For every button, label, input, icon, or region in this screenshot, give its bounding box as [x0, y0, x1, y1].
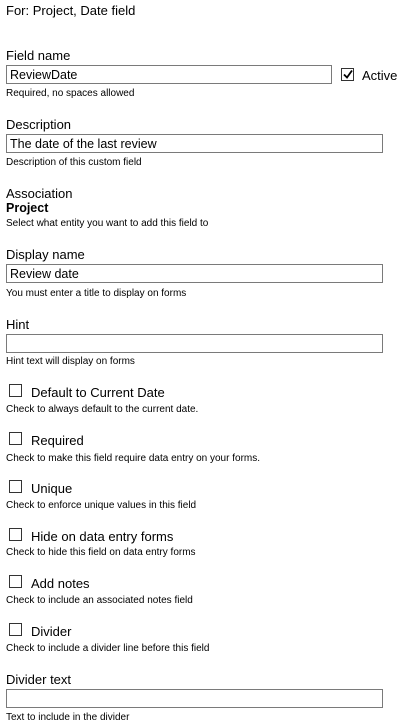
- field-name-help: Required, no spaces allowed: [6, 88, 135, 99]
- active-checkbox[interactable]: [341, 68, 354, 81]
- field-name-input[interactable]: [6, 65, 332, 84]
- required-checkbox[interactable]: [9, 432, 22, 445]
- divider-checkbox[interactable]: [9, 623, 22, 636]
- divider-text-input[interactable]: [6, 689, 383, 708]
- hint-help: Hint text will display on forms: [6, 356, 135, 367]
- divider-label: Divider: [31, 624, 72, 639]
- divider-help: Check to include a divider line before this field: [6, 643, 210, 654]
- add-notes-help: Check to include an associated notes field: [6, 595, 193, 606]
- add-notes-checkbox[interactable]: [9, 575, 22, 588]
- unique-label: Unique: [31, 481, 73, 496]
- hide-on-forms-label: Hide on data entry forms: [31, 529, 174, 544]
- description-help: Description of this custom field: [6, 157, 142, 168]
- association-label: Association: [6, 186, 73, 201]
- divider-text-label: Divider text: [6, 672, 72, 687]
- required-label: Required: [31, 433, 84, 448]
- divider-text-help: Text to include in the divider: [6, 712, 130, 723]
- display-name-help: You must enter a title to display on forms: [6, 288, 187, 299]
- hide-on-forms-checkbox[interactable]: [9, 528, 22, 541]
- hint-input[interactable]: [6, 334, 383, 353]
- hide-on-forms-help: Check to hide this field on data entry forms: [6, 547, 196, 558]
- required-help: Check to make this field require data entry on your forms.: [6, 453, 261, 464]
- association-value: Project: [6, 201, 49, 215]
- display-name-input[interactable]: [6, 264, 383, 283]
- default-current-date-label: Default to Current Date: [31, 385, 165, 400]
- add-notes-label: Add notes: [31, 576, 90, 591]
- description-input[interactable]: [6, 134, 383, 153]
- unique-checkbox[interactable]: [9, 480, 22, 493]
- association-help: Select what entity you want to add this field to: [6, 218, 209, 229]
- hint-label: Hint: [6, 317, 30, 332]
- default-current-date-checkbox[interactable]: [9, 384, 22, 397]
- checkmark-icon: [343, 69, 353, 80]
- unique-help: Check to enforce unique values in this field: [6, 500, 197, 511]
- description-label: Description: [6, 117, 72, 132]
- default-current-date-help: Check to always default to the current date.: [6, 404, 199, 415]
- active-label: Active: [362, 68, 398, 83]
- form-context-title: For: Project, Date field: [6, 3, 136, 18]
- field-name-label: Field name: [6, 48, 71, 63]
- display-name-label: Display name: [6, 247, 85, 262]
